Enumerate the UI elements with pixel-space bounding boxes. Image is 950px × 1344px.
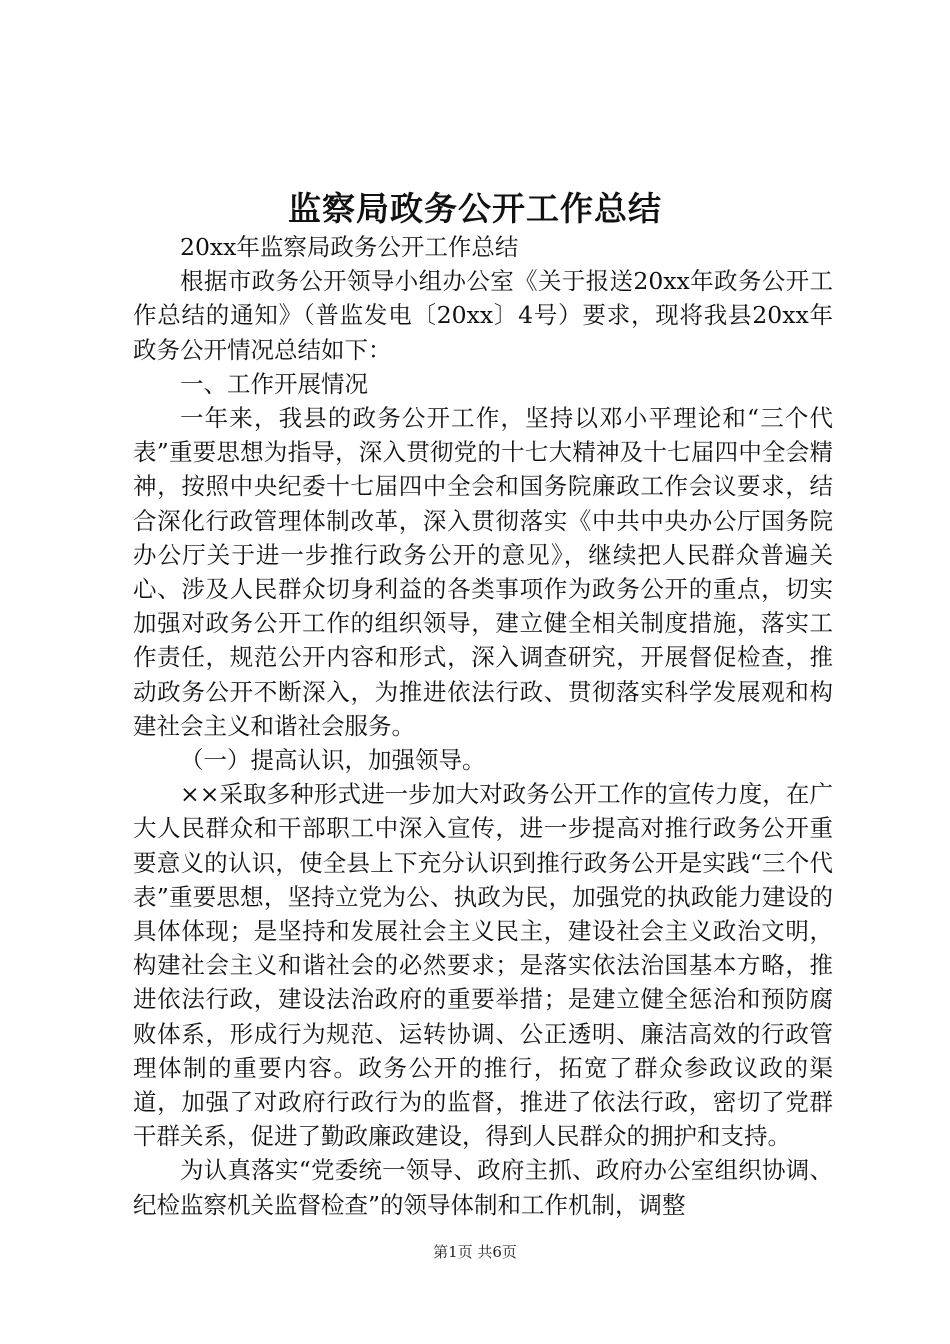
section-heading-work-status: 一、工作开展情况 [180,369,368,398]
document-title: 监察局政务公开工作总结 [288,189,662,228]
subsection-heading-leadership: （一）提高认识，加强领导。 [180,746,486,775]
paragraph-publicity: ××采取多种形式进一步加大对政务公开工作的宣传力度，在广大人民群众和干部职工中深入宣传，进一步提高对推行政务公开重要意义的认识，使全县上下充分认识到推行政务公开是实践“三个代表”重要思想，坚持立党为公、执政为民，加强党的执政能力建设的具体体现；是坚持和发展社会主义民主，建设社会主义政治文明，构建社会主义和谐社会的必然要求；是落实依法治国基本方略，推进依法行政，建设法治政府的重要举措；是建立健全惩治和预防腐败体系，形成行为规范、运转协调、公正透明、廉洁高效的行政管理体制的重要内容。政务公开的推行，拓宽了群众参政议政的渠道，加强了对政府行政行为的监督，推进了依法行政，密切了党群干群关系，促进了勤政廉政建设，得到人民群众的拥护和支持。 [133,780,833,1151]
paragraph-intro: 根据市政务公开领导小组办公室《关于报送20xx年政务公开工作总结的通知》（普监发电〔20xx〕4号）要求，现将我县20xx年政务公开情况总结如下： [133,267,833,364]
paragraph-overview: 一年来，我县的政务公开工作，坚持以邓小平理论和“三个代表”重要思想为指导，深入贯彻党的十七大精神及十七届四中全会精神，按照中央纪委十七届四中全会和国务院廉政工作会议要求，结合深化行政管理体制改革，深入贯彻落实《中共中央办公厅国务院办公厅关于进一步推行政务公开的意见》，继续把人民群众普遍关心、涉及人民群众切身利益的各类事项作为政务公开的重点，切实加强对政务公开工作的组织领导，建立健全相关制度措施，落实工作责任，规范公开内容和形式，深入调查研究，开展督促检查，推动政务公开不断深入，为推进依法行政、贯彻落实科学发展观和构建社会主义和谐社会服务。 [133,404,833,740]
paragraph-mechanism: 为认真落实“党委统一领导、政府主抓、政府办公室组织协调、纪检监察机关监督检查”的领导体制和工作机制，调整 [133,1156,833,1219]
paragraph-subtitle: 20xx年监察局政务公开工作总结 [180,233,519,261]
page-number-footer: 第1页 共6页 [433,1243,517,1261]
document-body [133,230,833,1222]
